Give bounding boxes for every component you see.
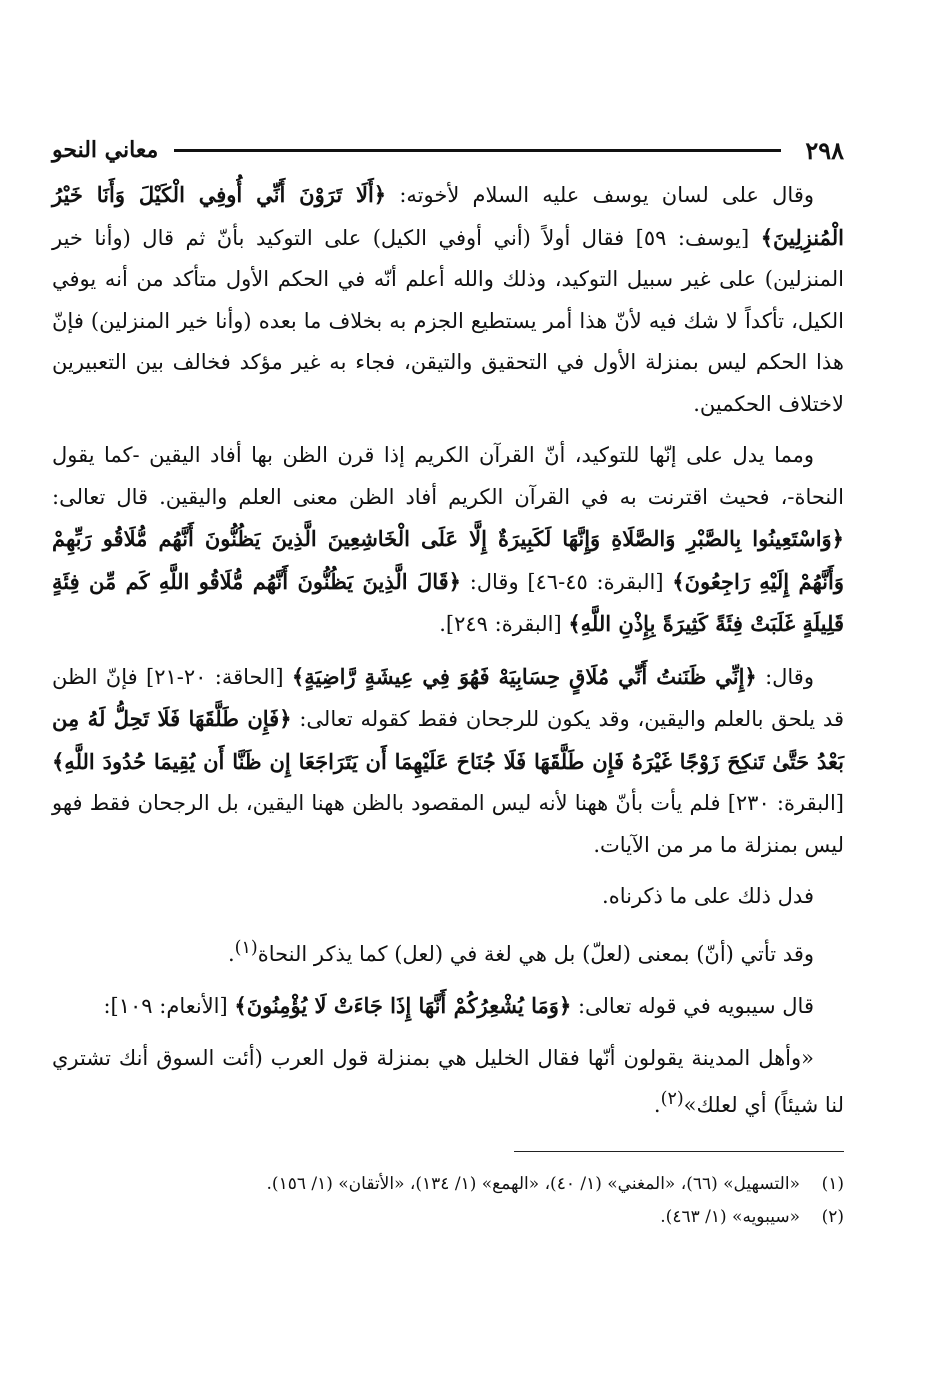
footnotes — [52, 1168, 844, 1234]
paragraph-text: وقد تأتي (أنّ) بمعنى (لعلّ) بل هي لغة في (لعل) كما يذكر النحاة — [257, 941, 814, 966]
footnote-text: «التسهيل» (٦٦)، «المغني» (١/ ٤٠)، «الهمع» (١/ ١٣٤)، «الأتقان» (١/ ١٥٦). — [266, 1173, 800, 1194]
paragraph-text: [يوسف: ٥٩] فقال أولاً (أني أوفي الكيل) على التوكيد بأنّ ثم قال (وأنا خير المنزلين) على غير سبيل التوكيد، وذلك والله أعلم أنّه في الحكم الأول متأكد من أنه يوفي الكيل، تأكداً لا شك فيه لأنّ هذا أمر يستطيع الجزم به بخلاف ما بعده (وأنا خير المنزلين) فإنّ هذا الحكم ليس بمنزلة الأول في التحقيق والتيقن، فجاء به غير مؤكد فخالف بين التعبيرين لاختلاف الحكمين. — [52, 225, 844, 416]
paragraph — [52, 985, 844, 1028]
paragraph — [52, 1038, 844, 1127]
footnote — [52, 1201, 844, 1234]
footnote — [52, 1168, 844, 1201]
footnote-number: (٢) — [821, 1206, 844, 1227]
page-number: ٢٩٨ — [805, 135, 844, 165]
paragraph-text: [البقرة: ٤٥-٤٦] وقال: — [460, 569, 673, 594]
paragraph-text: وقال على لسان يوسف عليه السلام لأخوته: — [386, 183, 815, 207]
paragraph-text: [البقرة: ٢٤٩]. — [439, 612, 569, 636]
paragraph — [52, 174, 844, 425]
book-page — [52, 128, 844, 1234]
paragraph — [52, 435, 844, 646]
footnote-ref: (٢) — [660, 1089, 684, 1109]
footnote-number: (١) — [821, 1173, 844, 1194]
paragraph-text: . — [653, 1093, 661, 1117]
paragraph-text: قال سيبويه في قوله تعالى: — [571, 994, 814, 1018]
quran-verse: ﴿وَاسْتَعِينُوا بِالصَّبْرِ وَالصَّلَاةِ وَإِنَّهَا لَكَبِيرَةٌ إِلَّا عَلَى الْخَاشِعِينَ الَّذِينَ يَظُنُّونَ أَنَّهُم مُّلَاقُو رَبِّهِمْ وَأَنَّهُمْ إِلَيْهِ رَاجِعُونَ﴾ — [52, 526, 844, 594]
paragraph-text: «وأهل المدينة يقولون أنّها فقال الخليل هي بمنزلة قول العرب (أئت السوق أنك تشتري لنا شيئاً) أي لعلك» — [52, 1045, 844, 1117]
footnote-ref: (١) — [234, 937, 258, 958]
body-text — [52, 174, 844, 1127]
paragraph-text: [الحاقة: ٢٠-٢١] فإنّ الظن قد يلحق بالعلم واليقين، وقد يكون للرجحان فقط كقوله تعالى: — [52, 664, 844, 731]
paragraph-text: [الأنعام: ١٠٩]: — [103, 994, 235, 1018]
quran-verse: ﴿أَلَا تَرَوْنَ أَنِّي أُوفِي الْكَيْلَ وَأَنَا خَيْرُ الْمُنزِلِينَ﴾ — [52, 182, 845, 250]
book-title: معاني النحو — [52, 137, 159, 163]
paragraph-text: [البقرة: ٢٣٠] فلم يأت بأنّ ههنا لأنه ليس المقصود بالظن ههنا اليقين، بل الرجحان فقط فهو ليس بمنزلة ما مر من الآيات. — [52, 791, 844, 857]
paragraph — [52, 656, 844, 867]
paragraph-text: فدل ذلك على ما ذكرناه. — [602, 884, 814, 908]
quran-verse: ﴿فَإِن طَلَّقَهَا فَلَا تَحِلُّ لَهُ مِن بَعْدُ حَتَّىٰ تَنكِحَ زَوْجًا غَيْرَهُ فَإِن طَلَّقَهَا فَلَا جُنَاحَ عَلَيْهِمَا أَن يَتَرَاجَعَا إِن ظَنَّا أَن يُقِيمَا حُدُودَ اللَّهِ﴾ — [52, 706, 844, 774]
paragraph-text: ومما يدل على إنّها للتوكيد، أنّ القرآن الكريم إذا قرن الظن بها أفاد اليقين -كما يقول النحاة-، فحيث اقترنت به في القرآن الكريم أفاد الظن معنى العلم واليقين. قال تعالى: — [52, 443, 844, 509]
paragraph-text: وقال: — [756, 664, 814, 689]
quran-verse: ﴿وَمَا يُشْعِرُكُمْ أَنَّهَا إِذَا جَاءَتْ لَا يُؤْمِنُونَ﴾ — [234, 993, 572, 1018]
paragraph-text: . — [227, 941, 235, 966]
paragraph — [52, 928, 844, 976]
paragraph — [52, 876, 844, 918]
quran-verse: ﴿قَالَ الَّذِينَ يَظُنُّونَ أَنَّهُم مُّلَاقُو اللَّهِ كَم مِّن فِئَةٍ قَلِيلَةٍ غَلَبَتْ فِئَةً كَثِيرَةً بِإِذْنِ اللَّهِ﴾ — [52, 568, 844, 636]
running-header — [52, 128, 844, 172]
footnote-separator — [514, 1151, 844, 1152]
header-rule — [174, 149, 781, 152]
quran-verse: ﴿إِنِّي ظَنَنتُ أَنِّي مُلَاقٍ حِسَابِيَهْ فَهُوَ فِي عِيشَةٍ رَّاضِيَةٍ﴾ — [291, 663, 757, 689]
footnote-text: «سيبويه» (١/ ٤٦٣). — [660, 1206, 800, 1227]
